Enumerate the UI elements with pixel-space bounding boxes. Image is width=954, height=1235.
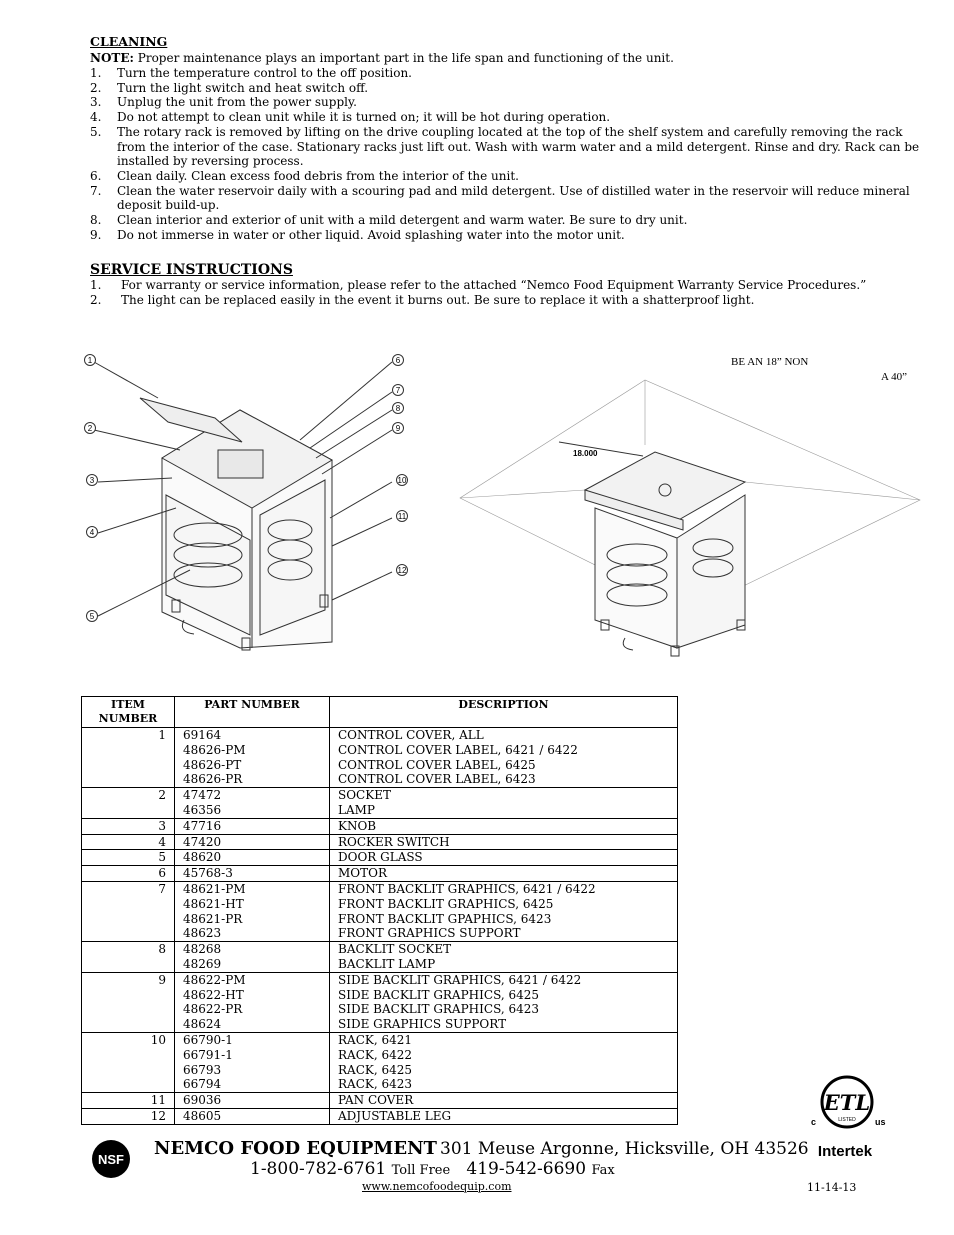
callout-number: 8 <box>395 404 401 413</box>
list-text: Do not attempt to clean unit while it is turned on; it will be hot during operation. <box>117 110 611 125</box>
callout-number: 1 <box>87 356 93 365</box>
item-number-cell: 9 <box>82 972 175 1032</box>
part-number-cell <box>175 834 330 850</box>
table-row <box>82 942 678 973</box>
part-description: SIDE GRAPHICS SUPPORT <box>338 1017 507 1032</box>
cleaning-step-item <box>90 125 925 169</box>
list-number: 3. <box>90 95 102 110</box>
part-number-cell <box>175 728 330 788</box>
part-number: 48269 <box>183 956 222 971</box>
part-number: 47716 <box>183 818 222 833</box>
part-description: CONTROL COVER LABEL, 6425 <box>338 757 536 772</box>
table-row <box>82 850 678 866</box>
cleaning-step-item <box>90 110 925 125</box>
part-description: FRONT BACKLIT GPAPHICS, 6423 <box>338 911 552 926</box>
part-number-cell <box>175 866 330 882</box>
part-description: CONTROL COVER LABEL, 6421 / 6422 <box>338 742 578 757</box>
revision-date: 11-14-13 <box>807 1181 857 1194</box>
part-number: 48622-PM <box>183 972 246 987</box>
part-number: 47420 <box>183 834 222 849</box>
part-number: 45768-3 <box>183 866 233 881</box>
part-number: 48623 <box>183 926 222 941</box>
etl-logo-text: ETL <box>823 1090 871 1115</box>
table-row <box>82 788 678 819</box>
description-cell <box>330 728 678 788</box>
item-number-cell: 10 <box>82 1032 175 1092</box>
part-description: MOTOR <box>338 866 388 881</box>
description-cell <box>330 1093 678 1109</box>
part-number: 48624 <box>183 1017 222 1032</box>
description-cell <box>330 1108 678 1124</box>
table-row <box>82 1108 678 1124</box>
part-description: KNOB <box>338 818 377 833</box>
col-description: DESCRIPTION <box>330 697 678 728</box>
list-number: 1. <box>90 278 102 292</box>
part-description: BACKLIT LAMP <box>338 956 436 971</box>
callout-number: 3 <box>89 476 95 485</box>
part-number: 47472 <box>183 788 222 803</box>
table-row <box>82 866 678 882</box>
clearance-diagram <box>455 350 925 660</box>
description-cell <box>330 972 678 1032</box>
description-cell <box>330 788 678 819</box>
intertek-text: Intertek <box>817 1143 873 1160</box>
part-number: 48620 <box>183 850 222 865</box>
part-description: ADJUSTABLE LEG <box>338 1108 452 1123</box>
part-number-cell <box>175 788 330 819</box>
part-number: 48622-PR <box>183 1002 243 1017</box>
part-number-cell <box>175 972 330 1032</box>
part-description: BACKLIT SOCKET <box>338 942 452 957</box>
item-number-cell: 3 <box>82 818 175 834</box>
table-row <box>82 1032 678 1092</box>
part-number: 66793 <box>183 1062 222 1077</box>
part-number: 48621-PM <box>183 881 246 896</box>
part-description: RACK, 6425 <box>338 1062 413 1077</box>
part-number: 66794 <box>183 1077 222 1092</box>
nsf-logo <box>91 1139 131 1179</box>
callout-number: 4 <box>89 528 95 537</box>
phone-label: Toll Free <box>391 1163 451 1178</box>
cleaning-step-item <box>90 95 925 110</box>
list-text: The light can be replaced easily in the event it burns out. Be sure to replace it with a shatterproof light. <box>121 292 755 307</box>
fax-number: 419-542-6690 <box>466 1159 587 1179</box>
description-cell <box>330 866 678 882</box>
list-number: 2. <box>90 292 102 307</box>
part-number-cell <box>175 1093 330 1109</box>
etl-listed-logo <box>805 1074 895 1164</box>
cleaning-step-item <box>90 66 925 81</box>
table-row <box>82 881 678 941</box>
part-description: PAN COVER <box>338 1093 414 1108</box>
website-link[interactable]: www.nemcofoodequip.com <box>362 1180 512 1193</box>
callout-number: 12 <box>397 566 407 575</box>
service-step-item <box>90 293 925 308</box>
part-description: FRONT BACKLIT GRAPHICS, 6421 / 6422 <box>338 881 596 896</box>
list-text: Turn the light switch and heat switch off. <box>117 80 369 95</box>
list-number: 1. <box>90 66 102 80</box>
list-text: Do not immerse in water or other liquid. Avoid splashing water into the motor unit. <box>117 227 625 242</box>
table-row <box>82 972 678 1032</box>
callout-number: 6 <box>395 356 401 365</box>
nsf-logo-text: NSF <box>98 1152 124 1167</box>
part-number: 66790-1 <box>183 1032 233 1047</box>
description-cell <box>330 942 678 973</box>
callout-number: 7 <box>395 386 401 395</box>
part-number-cell <box>175 818 330 834</box>
part-description: RACK, 6423 <box>338 1077 413 1092</box>
item-number-cell: 5 <box>82 850 175 866</box>
note-text: Proper maintenance plays an important part in the life span and functioning of the unit. <box>133 51 674 65</box>
list-text: Unplug the unit from the power supply. <box>117 95 357 110</box>
part-description: CONTROL COVER, ALL <box>338 728 484 742</box>
table-header-row <box>82 697 678 728</box>
etl-listed-text: LISTED <box>838 1117 856 1123</box>
description-cell <box>330 881 678 941</box>
part-description: SIDE BACKLIT GRAPHICS, 6423 <box>338 1002 540 1017</box>
item-number-cell: 4 <box>82 834 175 850</box>
part-number: 69164 <box>183 728 222 742</box>
exploded-parts-diagram <box>80 350 420 660</box>
phone-number: 1-800-782-6761 <box>250 1159 387 1179</box>
list-number: 6. <box>90 168 102 183</box>
part-number: 66791-1 <box>183 1047 233 1062</box>
cleaning-step-item <box>90 228 925 243</box>
list-number: 7. <box>90 183 102 198</box>
part-number: 48621-HT <box>183 896 244 911</box>
callout-number: 11 <box>397 512 407 521</box>
list-number: 5. <box>90 124 102 139</box>
part-description: SIDE BACKLIT GRAPHICS, 6421 / 6422 <box>338 972 582 987</box>
fax-label: Fax <box>591 1163 615 1178</box>
part-description: SIDE BACKLIT GRAPHICS, 6425 <box>338 987 540 1002</box>
table-row <box>82 1093 678 1109</box>
etl-c-text: c <box>811 1117 817 1127</box>
service-list <box>90 278 925 307</box>
cleaning-step-item <box>90 213 925 228</box>
col-part-number: PART NUMBER <box>175 697 330 728</box>
company-address: 301 Meuse Argonne, Hicksville, OH 43526 <box>440 1139 809 1159</box>
callout-number: 2 <box>87 424 93 433</box>
part-number: 48622-HT <box>183 987 244 1002</box>
description-cell <box>330 850 678 866</box>
list-number: 4. <box>90 110 102 125</box>
part-number: 48626-PR <box>183 772 243 787</box>
part-number: 46356 <box>183 802 222 817</box>
cleaning-step-item <box>90 169 925 184</box>
item-number-cell: 6 <box>82 866 175 882</box>
description-cell <box>330 818 678 834</box>
description-cell <box>330 1032 678 1092</box>
table-row <box>82 818 678 834</box>
cleaning-step-item <box>90 184 925 213</box>
part-number-cell <box>175 1032 330 1092</box>
service-step-item <box>90 278 925 293</box>
cleaning-list <box>90 66 925 242</box>
callout-number: 5 <box>89 612 95 621</box>
part-description: LAMP <box>338 802 375 817</box>
callout-number: 9 <box>395 424 401 433</box>
clearance-note-2: A 40” <box>881 371 907 383</box>
item-number-cell: 1 <box>82 728 175 788</box>
part-description: FRONT GRAPHICS SUPPORT <box>338 926 521 941</box>
part-description: CONTROL COVER LABEL, 6423 <box>338 772 536 787</box>
item-number-cell: 7 <box>82 881 175 941</box>
list-number: 2. <box>90 80 102 95</box>
list-text: Clean the water reservoir daily with a scouring pad and mild detergent. Use of distilled water in the reservoir will reduce mineral deposit build-up. <box>117 183 910 213</box>
col-item-number: ITEM NUMBER <box>82 697 175 728</box>
part-number: 48621-PR <box>183 911 243 926</box>
item-number-cell: 11 <box>82 1093 175 1109</box>
cleaning-title: CLEANING <box>90 34 168 49</box>
table-row <box>82 834 678 850</box>
dimension-label: 18.000 <box>573 449 598 458</box>
company-name: NEMCO FOOD EQUIPMENT <box>154 1138 437 1159</box>
list-text: Clean daily. Clean excess food debris from the interior of the unit. <box>117 168 519 183</box>
part-number: 69036 <box>183 1093 222 1108</box>
list-text: The rotary rack is removed by lifting on the drive coupling located at the top of the shelf system and carefully removing the rack from the interior of the case. Stationary racks just lift out. Wash with warm water and a mild detergent. Rinse and dry. Rack can be installed by reversing process. <box>117 124 920 169</box>
company-phone <box>250 1159 615 1179</box>
part-number: 48626-PM <box>183 742 246 757</box>
part-description: FRONT BACKLIT GRAPHICS, 6425 <box>338 896 554 911</box>
parts-table <box>81 696 678 1125</box>
etl-us-text: us <box>875 1117 886 1127</box>
part-number-cell <box>175 1108 330 1124</box>
table-row <box>82 728 678 788</box>
part-number: 48268 <box>183 942 222 957</box>
part-description: ROCKER SWITCH <box>338 834 450 849</box>
part-description: SOCKET <box>338 788 391 803</box>
item-number-cell: 12 <box>82 1108 175 1124</box>
item-number-cell: 2 <box>82 788 175 819</box>
item-number-cell: 8 <box>82 942 175 973</box>
part-number-cell <box>175 942 330 973</box>
part-number: 48626-PT <box>183 757 242 772</box>
service-title: SERVICE INSTRUCTIONS <box>90 262 293 278</box>
part-description: RACK, 6421 <box>338 1032 413 1047</box>
clearance-note-1: BE AN 18” NON <box>731 356 809 368</box>
list-number: 8. <box>90 213 102 228</box>
cleaning-note <box>90 51 674 65</box>
list-number: 9. <box>90 227 102 242</box>
part-number-cell <box>175 881 330 941</box>
part-description: RACK, 6422 <box>338 1047 413 1062</box>
part-description: DOOR GLASS <box>338 850 423 865</box>
part-number-cell <box>175 850 330 866</box>
list-text: For warranty or service information, please refer to the attached “Nemco Food Equipment Warranty Service Procedures.” <box>121 278 867 292</box>
cleaning-step-item <box>90 81 925 96</box>
description-cell <box>330 834 678 850</box>
note-label: NOTE: <box>90 51 134 65</box>
part-number: 48605 <box>183 1108 222 1123</box>
callout-number: 10 <box>397 476 407 485</box>
list-text: Clean interior and exterior of unit with a mild detergent and warm water. Be sure to dry unit. <box>117 213 688 228</box>
list-text: Turn the temperature control to the off position. <box>117 66 412 80</box>
